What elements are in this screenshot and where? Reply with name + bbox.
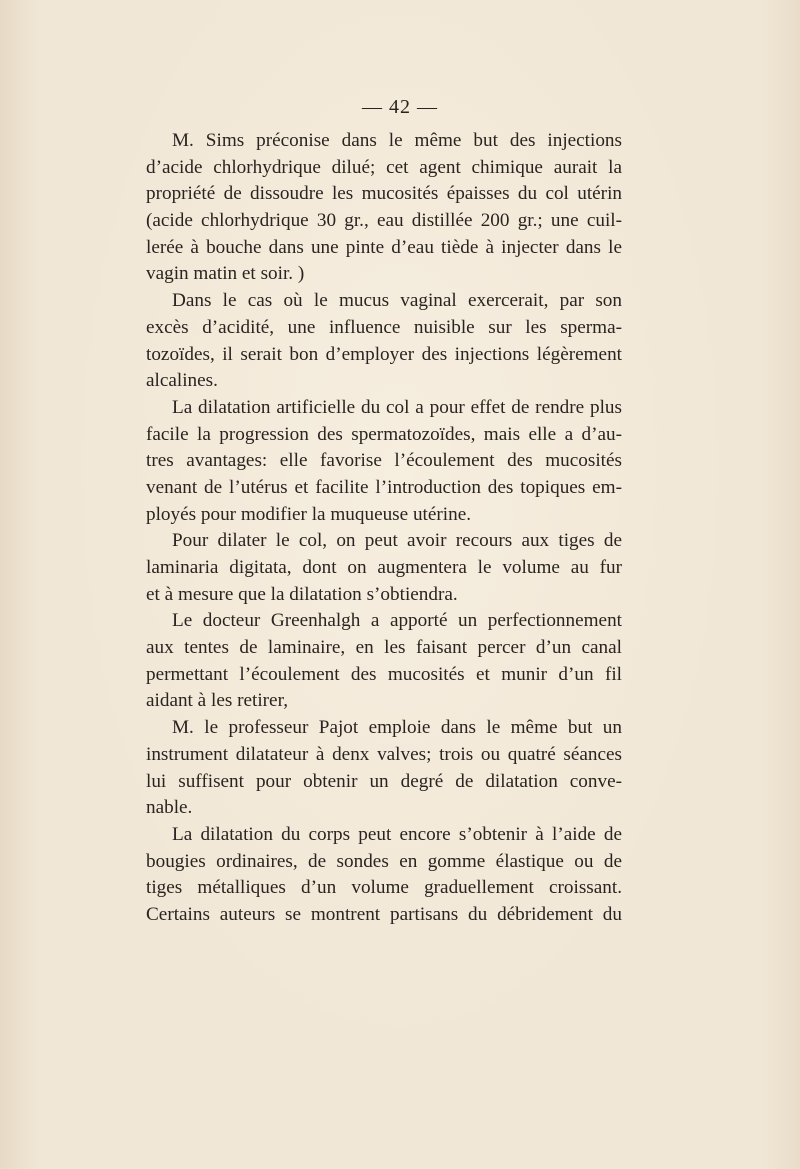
- text-line: alcalines.: [146, 370, 218, 392]
- text-line: lerée à bouche dans une pinte d’eau tiède à injecter dans le: [146, 236, 622, 258]
- text-line: (acide chlorhydrique 30 gr., eau distillée 200 gr.; une cuil-: [146, 210, 622, 232]
- text-line: Dans le cas où le mucus vaginal exercerait, par son: [172, 290, 622, 312]
- text-line: d’acide chlorhydrique dilué; cet agent chimique aurait la: [146, 156, 622, 178]
- text-line: tiges métalliques d’un volume graduellement croissant.: [146, 877, 622, 899]
- text-line: laminaria digitata, dont on augmentera le volume au fur: [146, 557, 622, 578]
- text-line: aidant à les retirer,: [146, 690, 288, 712]
- text-line: La dilatation du corps peut encore s’obtenir à l’aide de: [172, 823, 622, 845]
- text-line: excès d’acidité, une influence nuisible sur les sperma-: [146, 316, 622, 338]
- text-line: La dilatation artificielle du col a pour effet de rendre plus: [172, 396, 622, 418]
- text-line: ployés pour modifier la muqueuse utérine.: [146, 503, 472, 525]
- text-line: tres avantages: elle favorise l’écoulement des mucosités: [146, 450, 622, 472]
- page-number: — 42 —: [362, 96, 438, 118]
- text-line: lui suffisent pour obtenir un degré de dilatation conve-: [146, 770, 622, 792]
- text-line: permettant l’écoulement des mucosités et munir d’un fil: [146, 663, 622, 685]
- text-line: Certains auteurs se montrent partisans du débridement du: [146, 903, 622, 925]
- text-line: et à mesure que la dilatation s’obtiendra.: [146, 583, 458, 605]
- text-line: propriété de dissoudre les mucosités épaisses du col utérin: [146, 183, 622, 205]
- body-text: [146, 128, 622, 929]
- text-line: nable.: [146, 797, 193, 819]
- text-line: aux tentes de laminaire, en les faisant percer d’un canal: [146, 637, 622, 659]
- text-line: bougies ordinaires, de sondes en gomme élastique ou de: [146, 850, 622, 872]
- text-line: facile la progression des spermatozoïdes, mais elle a d’au-: [146, 423, 622, 445]
- text-line: Pour dilater le col, on peut avoir recours aux tiges de: [172, 530, 622, 552]
- text-line: instrument dilatateur à denx valves; trois ou quatré séances: [146, 743, 622, 765]
- text-line: M. Sims préconise dans le même but des injections: [172, 130, 622, 151]
- text-line: Le docteur Greenhalgh a apporté un perfectionnement: [172, 610, 622, 632]
- text-line: M. le professeur Pajot emploie dans le même but un: [172, 717, 622, 739]
- text-line: venant de l’utérus et facilite l’introduction des topiques em-: [146, 476, 622, 498]
- text-line: tozoïdes, il serait bon d’employer des injections légèrement: [146, 343, 622, 365]
- text-line: vagin matin et soir. ): [146, 263, 305, 285]
